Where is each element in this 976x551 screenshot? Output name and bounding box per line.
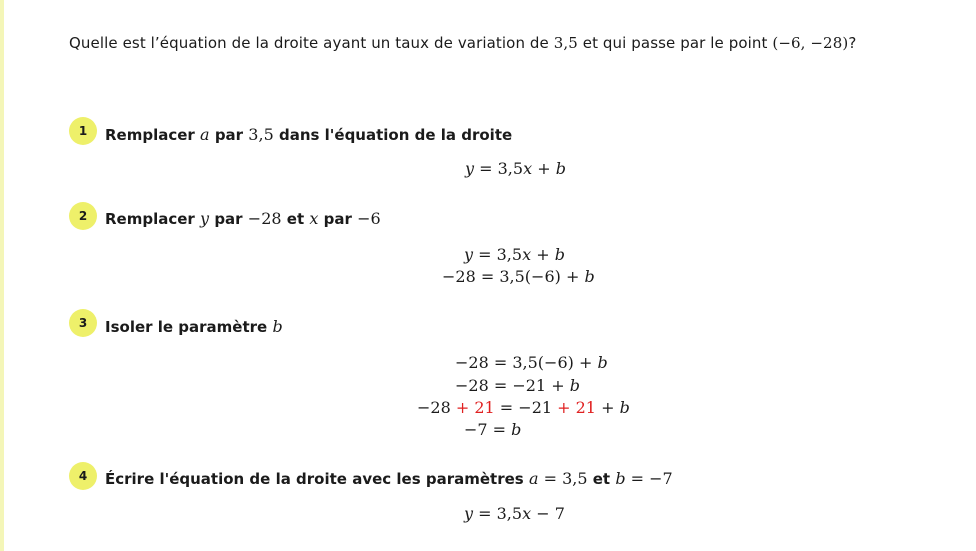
step-2-equation-line-2: −28 = 3,5(−6) + b xyxy=(442,267,595,286)
step-2-title: Remplacer y par −28 et x par −6 xyxy=(105,209,381,228)
step-3-title: Isoler le paramètre b xyxy=(105,317,283,336)
step-1-title: Remplacer a par 3,5 dans l'équation de la droite xyxy=(105,125,513,144)
step-1-equation: y = 3,5x + b xyxy=(465,159,566,178)
step-3-equation-line-2: −28 = −21 + b xyxy=(455,376,580,395)
step-1-badge: 1 xyxy=(69,117,97,145)
step-4-equation: y = 3,5x − 7 xyxy=(464,504,565,523)
left-accent-rule xyxy=(0,0,4,551)
added-term-right: + 21 xyxy=(552,398,596,417)
step-3-equation-line-1: −28 = 3,5(−6) + b xyxy=(455,353,608,372)
step-3-equation-line-3: −28 + 21 = −21 + 21 + b xyxy=(417,398,630,417)
step-4-title: Écrire l'équation de la droite avec les paramètres a = 3,5 et b = −7 xyxy=(105,469,673,488)
step-4-badge: 4 xyxy=(69,462,97,490)
step-3-equation-line-4: −7 = b xyxy=(464,420,522,439)
added-term-left: + 21 xyxy=(450,398,495,417)
question-text: Quelle est l’équation de la droite ayant un taux de variation de 3,5 et qui passe par le point (−6, −28)? xyxy=(69,34,857,52)
step-2-badge: 2 xyxy=(69,202,97,230)
step-3-badge: 3 xyxy=(69,309,97,337)
step-2-equation-line-1: y = 3,5x + b xyxy=(464,245,565,264)
